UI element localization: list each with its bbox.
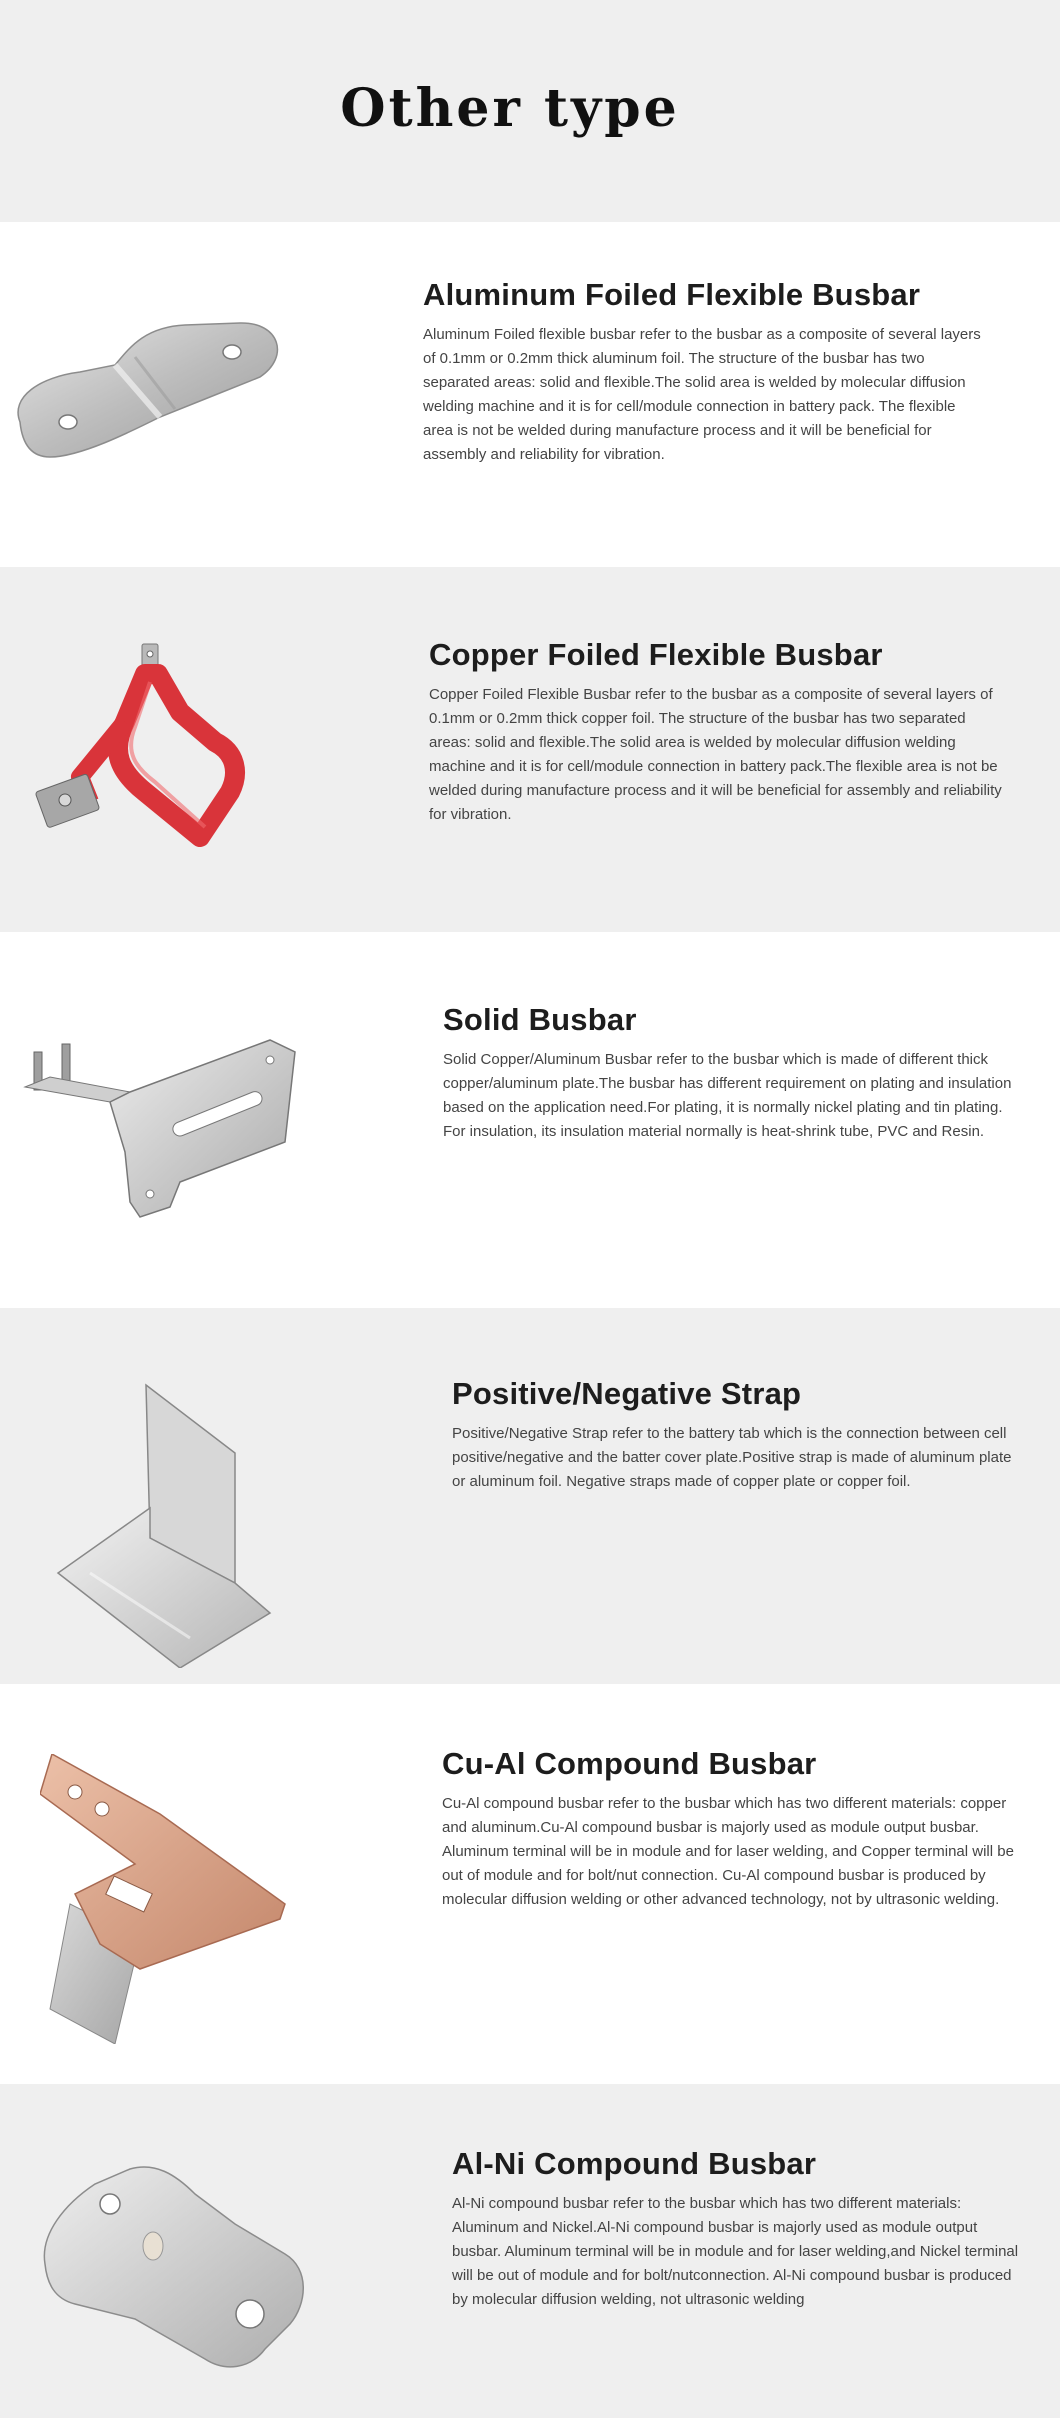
product-description: Copper Foiled Flexible Busbar refer to the busbar as a composite of several layers of 0.1mm or 0.2mm thick copper foil. The structure of the busbar has two separated areas: solid and flexible.The solid area is welded by molecular diffusion welding machine and it is for cell/module connection in battery pack.The flexible area is not be welded during manufacture process and it will be beneficial for assembly and reliability for vibration.	[429, 686, 1002, 823]
product-text	[442, 1746, 1017, 1912]
product-section-al-ni	[0, 2084, 1060, 2418]
cu-al-busbar-photo	[40, 1754, 290, 2044]
product-text	[452, 1376, 1022, 1494]
product-description: Aluminum Foiled flexible busbar refer to the busbar as a composite of several layers of 0.1mm or 0.2mm thick aluminum foil. The structure of the busbar has two separated areas: solid and flexible.The solid area is welded by molecular diffusion welding machine and it is for cell/module connection in battery pack. The flexible area is not be welded during manufacture process and it will be beneficial for assembly and reliability for vibration.	[423, 326, 981, 463]
product-section-aluminum-foiled	[0, 222, 1060, 567]
product-title: Al-Ni Compound Busbar	[452, 2146, 817, 2181]
product-description: Solid Copper/Aluminum Busbar refer to the busbar which is made of different thick copper/aluminum plate.The busbar has different requirement on plating and insulation based on the application need.For plating, it is normally nickel plating and tin plating. For insulation, its insulation material normally is heat-shrink tube, PVC and Resin.	[443, 1051, 1012, 1140]
product-section-solid	[0, 932, 1060, 1308]
product-title: Copper Foiled Flexible Busbar	[429, 637, 883, 672]
product-description: Cu-Al compound busbar refer to the busbar which has two different materials: copper and aluminum.Cu-Al compound busbar is majorly used as module output busbar. Aluminum terminal will be in module and for laser welding, and Copper terminal will be out of module and for bolt/nut connection. Cu-Al compound busbar is produced by molecular diffusion welding or other advanced technology, not by ultrasonic welding.	[442, 1795, 1014, 1908]
copper-foiled-busbar-photo	[30, 642, 270, 872]
product-title: Aluminum Foiled Flexible Busbar	[423, 277, 921, 312]
product-text	[429, 637, 1004, 827]
al-ni-busbar-photo	[35, 2164, 315, 2374]
product-section-strap	[0, 1308, 1060, 1684]
page-title: Other type	[340, 78, 680, 139]
product-title: Solid Busbar	[443, 1002, 637, 1037]
product-text	[452, 2146, 1027, 2312]
product-title: Positive/Negative Strap	[452, 1376, 802, 1411]
page-header	[0, 0, 1060, 222]
product-text	[423, 277, 983, 467]
product-description: Positive/Negative Strap refer to the battery tab which is the connection between cell positive/negative and the batter cover plate.Positive strap is made of aluminum plate or aluminum foil. Negative straps made of copper plate or copper foil.	[452, 1425, 1012, 1490]
product-description: Al-Ni compound busbar refer to the busbar which has two different materials: Aluminum and Nickel.Al-Ni compound busbar is majorly used as module output busbar. Aluminum terminal will be in module and for laser welding,and Nickel terminal will be out of module and for bolt/nutconnection. Al-Ni compound busbar is produced by molecular diffusion welding, not ultrasonic welding	[452, 2195, 1019, 2308]
product-section-cu-al	[0, 1684, 1060, 2084]
strap-photo	[50, 1383, 280, 1668]
product-text	[443, 1002, 1013, 1144]
product-section-copper-foiled	[0, 567, 1060, 932]
aluminum-foiled-busbar-photo	[10, 317, 285, 467]
solid-busbar-photo	[20, 1032, 300, 1222]
product-title: Cu-Al Compound Busbar	[442, 1746, 817, 1781]
